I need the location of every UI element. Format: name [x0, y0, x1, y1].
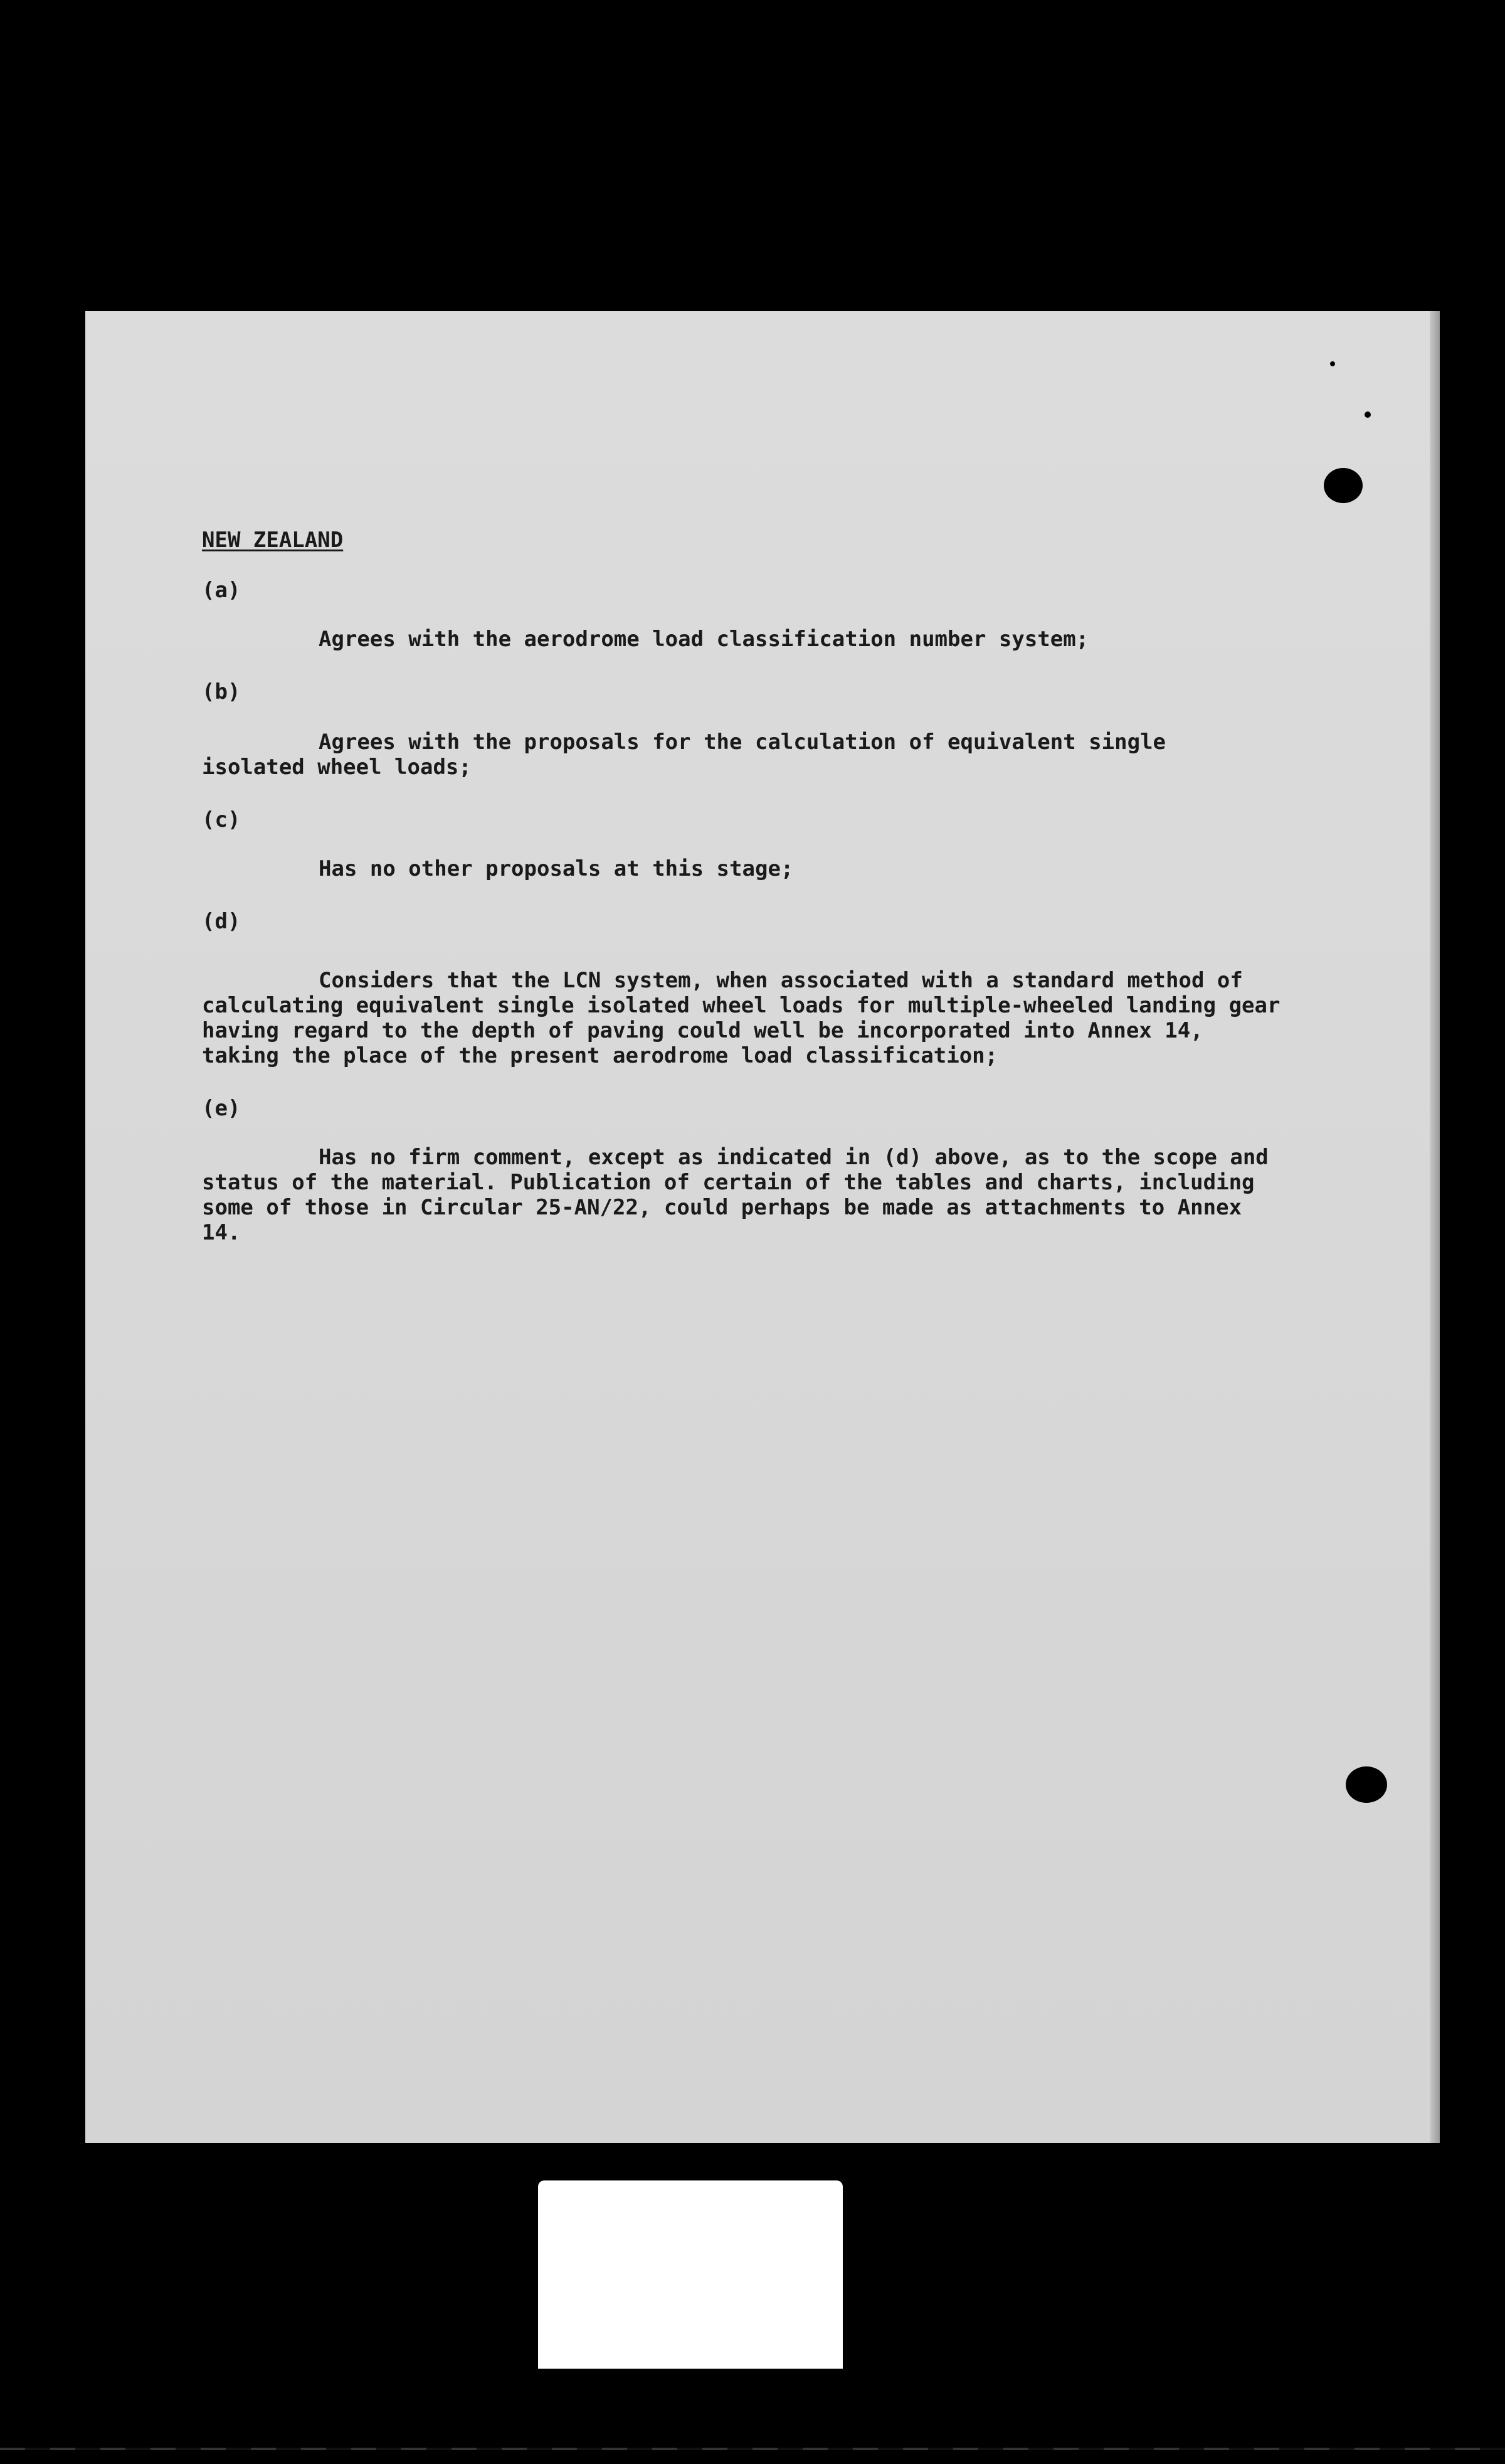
section-heading: NEW ZEALAND — [202, 528, 344, 553]
item-label-e: (e) — [202, 1096, 241, 1121]
item-text-a: Agrees with the aerodrome load classification number system; — [319, 627, 1089, 652]
item-text-b: Agrees with the proposals for the calculation of equivalent single isolated wheel loads; — [202, 730, 1179, 780]
scan-speck — [1330, 361, 1335, 366]
item-label-a: (a) — [202, 578, 241, 603]
item-label-d: (d) — [202, 909, 241, 934]
item-text-e: Has no firm comment, except as indicated in (d) above, as to the scope and status of the material. Publication of certain of the tables and charts, including some of those in Circular 25-AN/22, could perhaps be made as attachments to Annex 14. — [202, 1145, 1282, 1245]
white-label-card — [538, 2180, 843, 2369]
item-label-c: (c) — [202, 807, 241, 832]
film-edge-strip — [0, 2448, 1505, 2450]
item-text-d: Considers that the LCN system, when associated with a standard method of calculating equivalent single isolated wheel loads for multiple-wheeled landing gear having regard to the depth of paving could well be incorporated into Annex 14, taking the place of the present aerodrome load classification; — [202, 968, 1293, 1068]
item-text-c: Has no other proposals at this stage; — [319, 856, 794, 881]
item-label-b: (b) — [202, 679, 241, 704]
document-page — [85, 311, 1440, 2143]
page-edge — [1430, 311, 1440, 2143]
punch-hole-bottom — [1346, 1766, 1387, 1803]
scan-speck — [1365, 412, 1371, 418]
punch-hole-top — [1324, 468, 1363, 503]
